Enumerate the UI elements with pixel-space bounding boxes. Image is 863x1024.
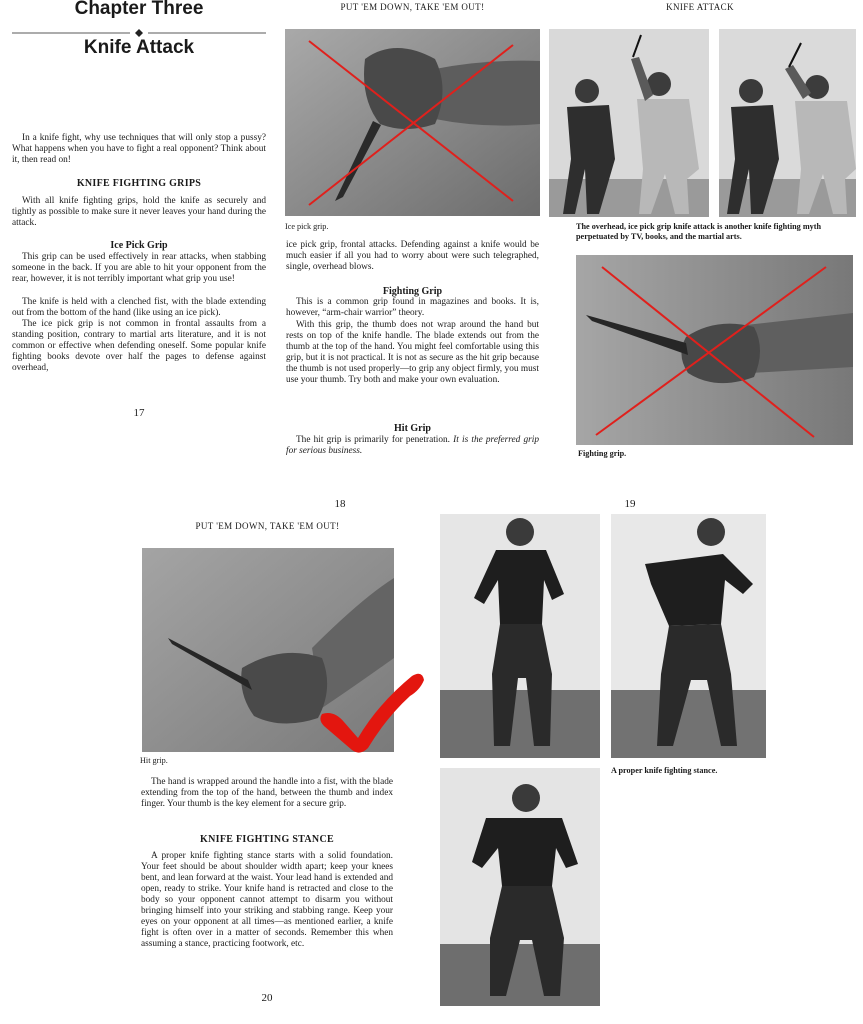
fighting-grip-paragraph-1: This is a common grip found in magazines and books. It is, however, “arm-chair warrior” theory.: [286, 297, 539, 318]
ice-pick-paragraph-2: The knife is held with a clenched fist, with the blade extending out from the bottom of the hand (like using an ice pick).: [12, 297, 266, 318]
section-heading-grips: KNIFE FIGHTING GRIPS: [76, 178, 202, 189]
fist-shape-3: [241, 653, 327, 724]
chapter-title: Chapter Three: [74, 0, 204, 19]
stance-photo-2: [611, 514, 766, 758]
hit-grip-paragraph: [286, 435, 539, 457]
checkmark-icon: [316, 664, 428, 756]
running-head-20: PUT 'EM DOWN, TAKE 'EM OUT!: [195, 521, 340, 531]
hit-grip-heading: Hit Grip: [394, 423, 431, 434]
stance-photo-1: [440, 514, 600, 758]
page-17: [10, 0, 268, 430]
stance-paragraph: A proper knife fighting stance starts with a solid foundation. Your feet should be about shoulder width apart; keep your knees bent, and lean forward at the waist. Your lead hand is extended and open, ready to strike. Your knife hand is retracted and close to the body so your opponent cannot attempt to disarm you without bringing himself into your striking and stabbing range. Keep your eyes on your opponent at all times—as mentioned earlier, a knife fight is often over in a matter of seconds. Remember this when assuming a stance, practicing footwork, etc.: [141, 851, 393, 949]
running-head-18: PUT 'EM DOWN, TAKE 'EM OUT!: [340, 2, 485, 12]
hit-grip-caption: Hit grip.: [140, 756, 168, 765]
hand-paragraph: The hand is wrapped around the handle into a fist, with the blade extending from the top of the hand, between the thumb and index finger. Your thumb is the key element for a secure grip.: [141, 777, 393, 809]
stance-heading: KNIFE FIGHTING STANCE: [200, 834, 334, 845]
chapter-divider: [12, 29, 266, 37]
ice-pick-paragraph-1: This grip can be used effectively in rear attacks, when stabbing someone in the back. If you are able to hit your opponent from the rear, however, it is not terribly important what grip you use!: [12, 252, 266, 284]
overhead-caption: The overhead, ice pick grip knife attack is another knife fighting myth perpetuated by TV, books, and the martial arts.: [576, 222, 822, 241]
page-number-18: 18: [334, 498, 346, 510]
page-number-20: 20: [261, 992, 273, 1004]
fighting-grip-heading: Fighting Grip: [382, 286, 443, 297]
chapter-subtitle: Knife Attack: [83, 37, 195, 58]
hit-grip-italic-text: It is the preferred grip for serious business.: [286, 435, 539, 456]
grips-paragraph: With all knife fighting grips, hold the knife as securely and tightly as possible to make sure it never leaves your hand during the attack.: [12, 196, 266, 228]
fighting-grip-caption: Fighting grip.: [578, 449, 627, 458]
ice-pick-paragraph-3: The ice pick grip is not common in frontal assaults from a standing position, contrary to martial arts literature, and it is not common or effective when defending oneself. Some popular knife fighting books devote over half the pages to defense against overhead,: [12, 319, 266, 373]
ice-pick-caption: Ice pick grip.: [285, 222, 329, 231]
fighting-grip-photo: [576, 255, 853, 445]
ice-pick-grip-photo: [285, 29, 540, 216]
hit-grip-plain-text: The hit grip is primarily for penetration.: [296, 435, 454, 445]
page-number-17: 17: [133, 407, 145, 419]
fighting-grip-paragraph-2: With this grip, the thumb does not wrap around the hand but rests on top of the knife handle. The blade extends out from the thumb at the top of the hand. You might feel comfortable using this grip, but it is not practical. It is not as secure as the hit grip because the thumb is not used properly—to grip any object firmly, you must use your thumb. Try both and make your own evaluation.: [286, 320, 539, 385]
stance-photo-3: [440, 768, 600, 1006]
fist-shape: [364, 48, 443, 129]
intro-paragraph: In a knife fight, why use techniques that will only stop a pussy? What happens when you have to fight a real opponent? Think about it, then read on!: [12, 133, 266, 165]
overhead-attack-photo-2: [719, 29, 856, 217]
page-number-19: 19: [624, 498, 636, 510]
stance-caption: A proper knife fighting stance.: [611, 766, 718, 775]
running-head-19: KNIFE ATTACK: [666, 2, 734, 12]
ice-pick-heading: Ice Pick Grip: [110, 240, 168, 251]
continued-paragraph: ice pick grip, frontal attacks. Defending against a knife would be much easier if all you had to worry about were such telegraphed, single, overhead blows.: [286, 240, 539, 272]
overhead-attack-photo-1: [549, 29, 709, 217]
